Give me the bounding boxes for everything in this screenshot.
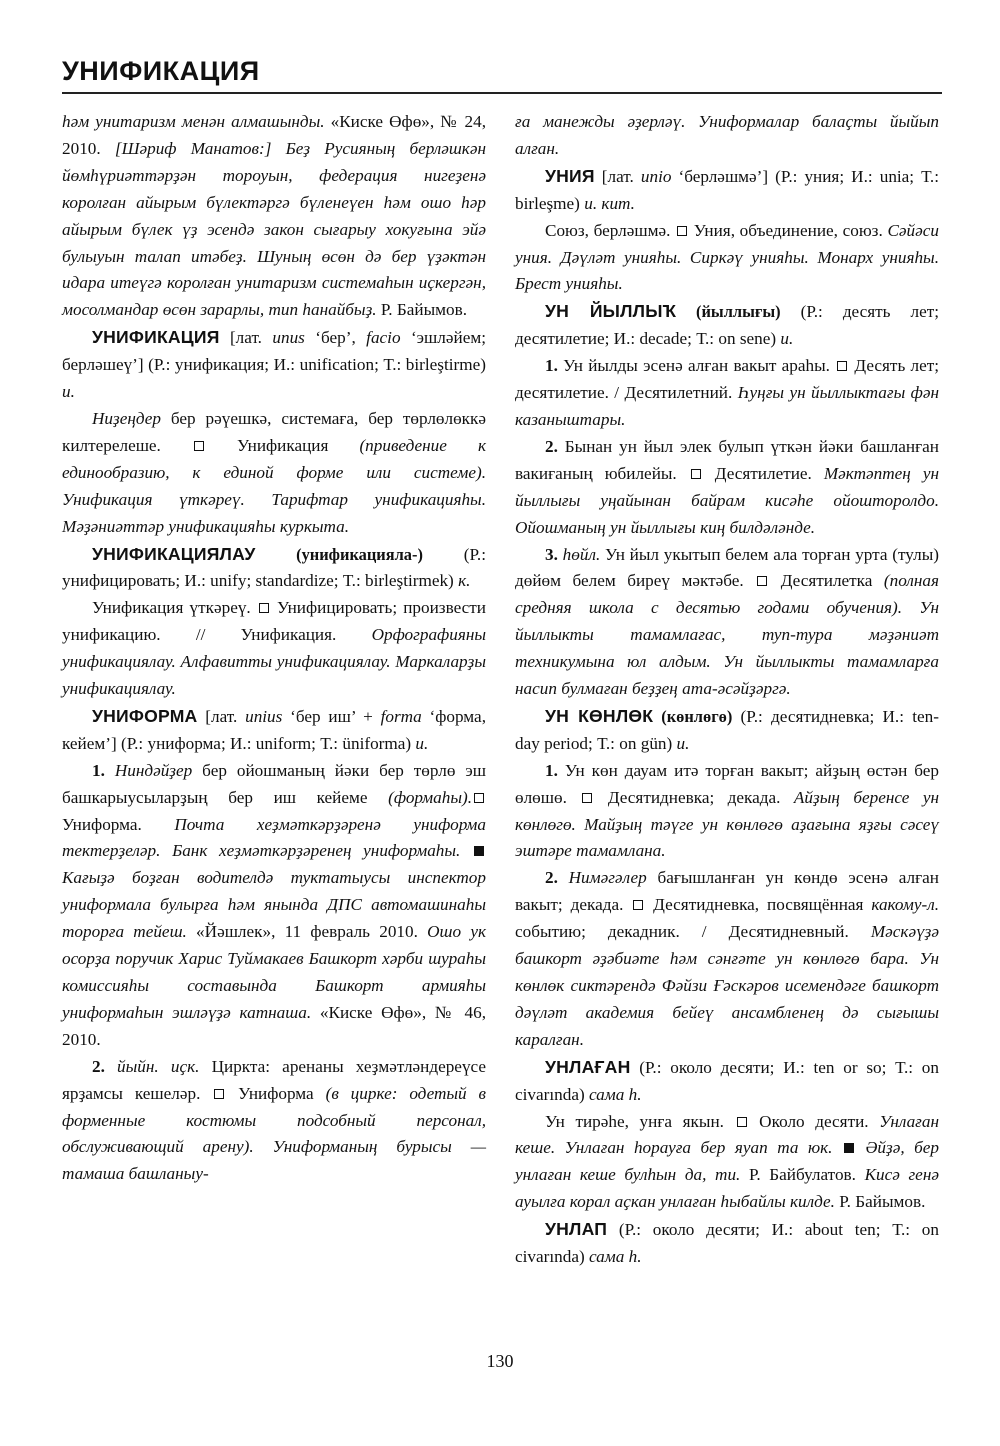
headword-form: (йыллығы) [676, 302, 781, 322]
page-number: 130 [486, 1351, 514, 1371]
examples: Унлаған кеше. Унлаған һорауға бер яуап та юк. [515, 1111, 939, 1158]
translations: (Р.: около десяти; И.: ten or so; Т.: on civarında) [515, 1057, 939, 1104]
square-marker-icon [582, 793, 592, 803]
examples: Һуңғы ун йыллыктағы фән казаныштары. [515, 383, 939, 429]
citation: «Киске Өфө», № 24, 2010. [62, 112, 487, 158]
etymology: ‘бер иш’ + [282, 706, 381, 726]
part-of-speech: к. [458, 571, 471, 591]
left-column [62, 109, 486, 1188]
square-marker-icon [737, 1117, 747, 1127]
square-marker-icon [194, 441, 204, 451]
filled-square-marker-icon [844, 1143, 854, 1153]
sense-1 [515, 353, 939, 434]
square-marker-icon [633, 900, 643, 910]
entry-unifikatsiya [62, 324, 486, 406]
examples: Сәйәси уния. Дәүләт унияһы. Сиркәү унияһы. Монарх унияһы. Брест унияһы. [515, 220, 939, 294]
headword: УН КӨНЛӨК [545, 705, 654, 726]
entry-un-konlok [515, 703, 939, 758]
definition-text: Ун көн дауам итә торған вакыт; айҙың өстән бер өлөшө. [515, 760, 940, 807]
square-marker-icon [474, 793, 484, 803]
definition-text: Союз, берләшмә. [545, 220, 676, 240]
etymology: [лат. [197, 706, 246, 726]
square-marker-icon [691, 469, 701, 479]
sense-1 [515, 758, 939, 866]
russian-equivalent: Уния, объединение, союз. [689, 220, 888, 240]
definition [62, 406, 486, 541]
sense-1 [62, 758, 486, 1054]
etymon: unio [640, 166, 672, 186]
examples: Почта хеҙмәткәрҙәренә униформа тектерҙеләр. Банк хеҙмәткәрҙәренең униформаһы. [62, 814, 486, 861]
russian-equivalent: Около десяти. [748, 1111, 880, 1131]
etymon: unius [245, 706, 283, 726]
examples: (в цирке: одетый в форменные костюмы подсобный персонал, обслуживающий арену). Униформаның бурысы — тамаша башланыу- [62, 1083, 486, 1184]
quotation: Ошо ук осорҙа поручик Харис Туймакаев Башкорт хәрби шураһы комиссияһы составында Башкорт армияһы униформаһын эшләүҙә катнаша. [62, 922, 486, 1022]
definition-text: Бынан ун йыл элек булып үткән йәки башланған вакиғаның юбилейы. [515, 436, 939, 483]
headword-form: (унификациялa-) [255, 544, 423, 564]
russian-equivalent: Десятилетие. [702, 463, 824, 483]
usage-label: һөйл. [562, 544, 601, 564]
square-marker-icon [214, 1089, 224, 1099]
sense-3 [515, 542, 939, 703]
square-marker-icon [757, 576, 767, 586]
examples: Орфографияны унификациялау. Алфавитты унификациялау. Маркаларҙы унификациялау. [62, 625, 486, 699]
entry-unlagan [515, 1054, 939, 1109]
etymology: [лат. [219, 328, 273, 348]
translations: (Р.: десятидневка; И.: ten-day period; Т.: on gün) [515, 706, 939, 753]
sense-2 [515, 865, 939, 1053]
russian-equivalent: Десять лет; десятилетие. / Десятилетний. [515, 356, 940, 403]
part-of-speech: и. [62, 382, 75, 402]
entry-uniya [515, 163, 939, 218]
sense-number: 1. [545, 760, 565, 780]
quotation: Кисә генә ауылға корал аҫкан унлаған һыбайлы килде. [515, 1165, 939, 1212]
translations: ‘эшләйем; берләшеү’] (Р.: унификация; И.: unification; Т.: birleştirme) [62, 328, 486, 375]
etymon: forma [380, 706, 422, 726]
definition [515, 1109, 939, 1217]
headword: УН ЙЫЛЛЫҠ [545, 301, 677, 322]
part-of-speech: и. [780, 329, 794, 349]
russian-equivalent: Униформа. [62, 814, 175, 834]
russian-equivalent: Десятидневка; декада. [594, 787, 794, 807]
quotation: Әйҙә, бер унлаған кеше булһын да, ти. [515, 1138, 939, 1185]
definition-text: Унификация үткәреү. [92, 598, 257, 618]
examples: Айҙың беренсе ун көнлөгө. Майҙың тәүге ун көнлөгө аҙағына яҙғы сәсеү эштәре тамамлана. [515, 787, 939, 861]
definition-object: Ниҙеңдер [92, 408, 161, 428]
entry-uniforma [62, 703, 486, 758]
headword: УНЛАП [545, 1219, 608, 1240]
headword: УНИФИКАЦИЯ [92, 327, 220, 348]
right-column [515, 109, 939, 1271]
running-head: УНИФИКАЦИЯ [62, 56, 260, 86]
part-of-speech: и. [415, 733, 429, 753]
sense-number: 1. [92, 760, 115, 780]
sense-number: 1. [545, 356, 564, 376]
sense-number: 2. [545, 868, 569, 888]
definition-gloss: (формаһы). [388, 787, 472, 807]
entry-unifikatsiyalau [62, 541, 486, 596]
entry-un-yyllyk [515, 298, 939, 353]
square-marker-icon [837, 361, 847, 371]
russian-equivalent: Униформа [226, 1083, 326, 1103]
usage-label: какому-л. [871, 895, 939, 915]
citation-author: Р. Байымов. [376, 300, 468, 320]
definition [515, 218, 939, 299]
citation: «Киске Өфө», № 46, 2010. [62, 1002, 486, 1049]
entry-continuation [62, 109, 486, 324]
russian-equivalent: Десятилетка [769, 571, 884, 591]
examples: Мәскәүҙә башкорт әҙәбиәте һәм сәнғәте ун көнлөгө бара. Ун көнлөк сиктәрендә Фәйзи Ғәскәров исемендәге башкорт дәүләт академия бейеү ансамбленең дә сығышы каралған. [515, 922, 939, 1049]
sense-2 [62, 1054, 486, 1189]
russian-equivalent: Унифицировать; произвести унификацию. // Унификация. [62, 598, 486, 645]
sense-number: 2. [545, 436, 565, 456]
example-text: һәм унитаризм менән алмашынды. [62, 112, 325, 131]
square-marker-icon [259, 603, 269, 613]
sense-number: 2. [92, 1056, 118, 1076]
quotation: Кағыҙә боҙған водителдә туктатыусы инспектор униформала булырға һәм янында ДПС автомашинаһы торорға тейеш. [62, 868, 486, 942]
definition-text: бер рәүешкә, системаға, бер төрлөлөккә килтерелеше. [62, 408, 486, 455]
definition-object: Ниндәйҙер [114, 760, 193, 780]
part-of-speech: сама һ. [588, 1084, 642, 1104]
sense-number: 3. [545, 544, 563, 564]
sense-2 [515, 434, 939, 542]
headword: УНИФИКАЦИЯЛАУ [92, 543, 256, 564]
entry-continuation [515, 109, 939, 163]
examples: (приведение к единообразию, к единой форме или системе). Унификация үткәреү. Тарифтар унификацияһы. Мәҙәниәттәр унификацияһы куркыта. [62, 435, 486, 536]
part-of-speech: и. [676, 733, 690, 753]
filled-square-marker-icon [474, 846, 484, 856]
examples: (полная средняя школа с десятью годами обучения). Ун йыллыкты тамамлағас, туп-тура мәҙәниәт техникумына юл алдым. Ун йыллыкты тамамларға насип булмаған беҙҙең ата-әсәйҙәргә. [515, 571, 939, 699]
example-text: [Шәриф Манатов:] Беҙ Русияның берләшкән йөмһүриәттәрҙән тороуын, федерация нигеҙенә королған айырым бүлектәргә бүленеүен һәм ошо һәр айырым бүлек үҙ эсендә закон сығарыу хокуғына эйә булыуын талап итәбеҙ. Шуның өсөн дә бер үҙәктән идара итеүгә королған унитаризм системаһын иҫкергән, мосолмандар өсөн зарарлы, тип һанайбыҙ. [62, 138, 486, 320]
etymon: unus [272, 328, 305, 348]
definition-text: Ун йыл укытып белем ала торған урта (тулы) дөйөм белем биреү мәктәбе. [515, 544, 939, 591]
translations: ‘форма, кейем’] (Р.: униформа; И.: uniform; Т.: üniforma) [62, 706, 486, 753]
square-marker-icon [677, 226, 687, 236]
citation: «Йәшлек», 11 февраль 2010. [186, 922, 428, 942]
usage-label: йыйн. иҫк. [117, 1056, 200, 1076]
russian-equivalent: событию; декадник. / Десятидневный. [515, 922, 871, 942]
etymology: [лат. [594, 166, 641, 186]
etymology: ‘бер’, [304, 328, 367, 348]
examples: Мәктәптең ун йыллығы уңайынан байрам кисәһе ойошторолдо. Ойошманың ун йыллығы киң билдәләнде. [515, 463, 939, 537]
definition-text: Циркта: аренаны хеҙмәтләндереүсе ярҙамсы кешеләр. [62, 1056, 486, 1103]
russian-equivalent: Десятидневка, посвящённая [645, 895, 872, 915]
examples: ға манежды әҙерләү. Униформалар балаҫты йыйып алған. [515, 112, 939, 158]
definition-text: Ун йылды эсенә алған вакыт араһы. [563, 356, 836, 376]
citation-author: Р. Байымов. [834, 1192, 926, 1212]
translations: (Р.: около десяти; И.: about ten; Т.: on civarında) [515, 1220, 939, 1267]
headword: УНИЯ [545, 165, 595, 186]
definition-object: Нимәгәлер [568, 868, 647, 888]
definition-text: бағышланған ун көндө эсенә алған вакыт; декада. [515, 868, 939, 915]
translations: ‘берләшмә’] (Р.: уния; И.: unia; Т.: birleşme) [515, 166, 939, 213]
headword: УНИФОРМА [92, 705, 198, 726]
translations: (Р.: унифицировать; И.: unify; standardize; Т.: birleştirmek) [62, 544, 486, 591]
part-of-speech: и. кит. [584, 193, 635, 213]
translations: (Р.: десять лет; десятилетие; И.: decade; Т.: on sene) [515, 302, 939, 349]
definition [62, 595, 486, 703]
russian-equivalent: Унификация [205, 435, 360, 455]
citation-author: Р. Байбулатов. [740, 1165, 865, 1185]
entry-unlap [515, 1216, 939, 1271]
headword-form: (көнлөгө) [653, 706, 733, 726]
header-rule [62, 92, 942, 94]
headword: УНЛАҒАН [545, 1056, 631, 1077]
part-of-speech: сама һ. [588, 1247, 642, 1267]
definition-text: бер ойошманың йәки бер төрлө эш башкарыусыларҙың бер иш кейеме [62, 760, 487, 807]
definition-text: Ун тирәһе, унға якын. [545, 1111, 735, 1131]
etymon: facio [366, 328, 401, 348]
